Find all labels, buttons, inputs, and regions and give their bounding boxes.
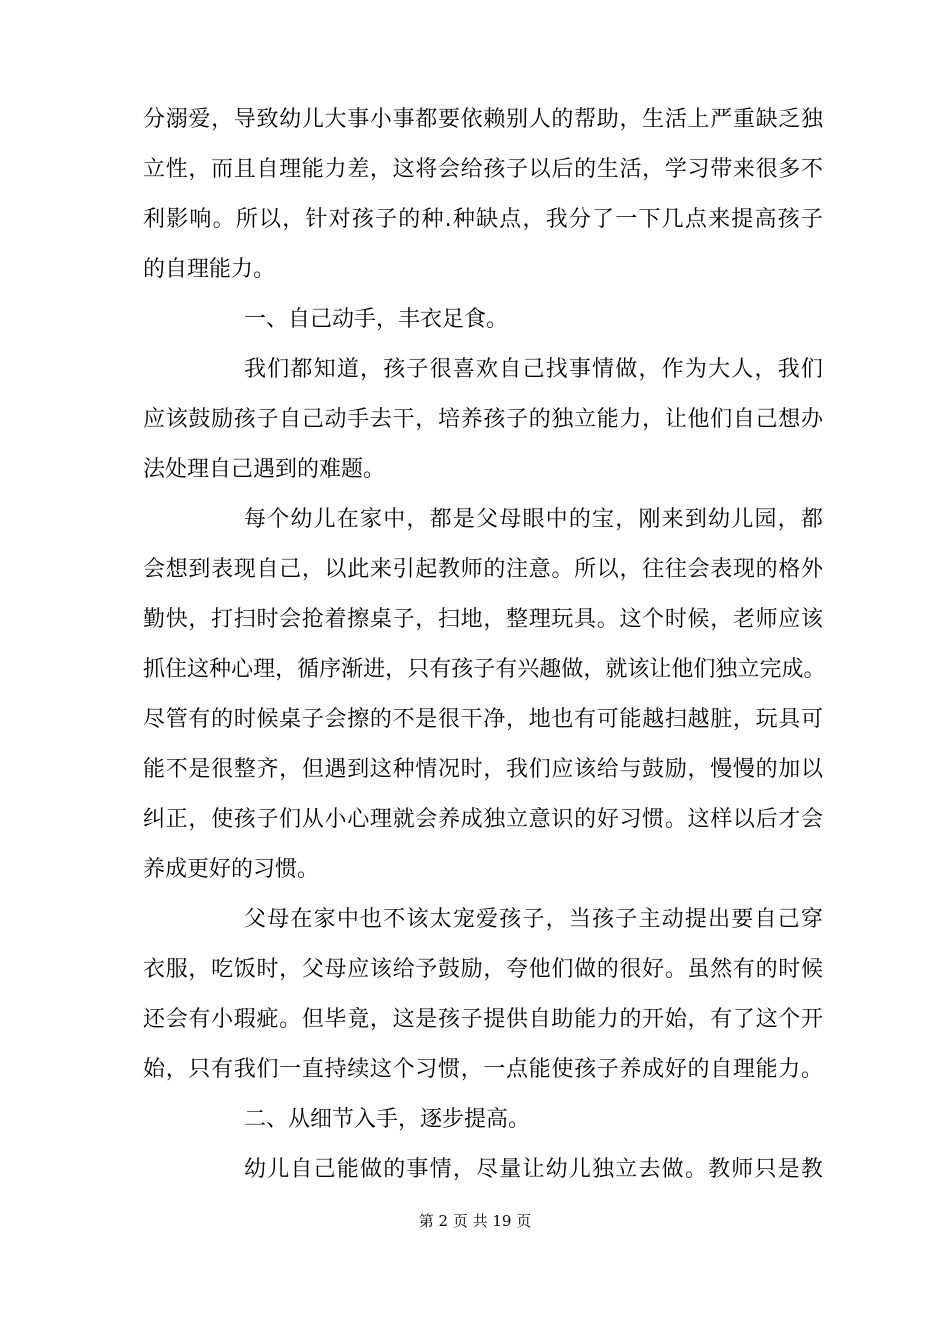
- text-line: 的自理能力。: [143, 257, 276, 282]
- text-line: 会 想 到 表 现 自 己 ， 以 此 来 引 起 教 师 的 注 意 。 所 以 ， 往 往 会 表 现 的 格 外: [143, 557, 823, 582]
- text-line: 纠 正 ， 使 孩 子 们 从 小 心 理 就 会 养 成 独 立 意 识 的 好 习 惯 。 这 样 以 后 才 会: [143, 807, 823, 832]
- page-footer: 第 2 页 共 19 页: [418, 1212, 532, 1230]
- text-line: 能 不 是 很 整 齐 ， 但 遇 到 这 种 情 况 时 ， 我 们 应 该 给 与 鼓 励 ， 慢 慢 的 加 以: [143, 757, 823, 782]
- text-line: 养成更好的习惯。: [143, 857, 320, 882]
- text-line: 衣 服 ， 吃 饭 时 ， 父 母 应 该 给 予 鼓 励 ， 夸 他 们 做 的 很 好 。 虽 然 有 的 时 候: [143, 957, 823, 982]
- text-line: 二、从细节入手，逐步提高。: [244, 1107, 531, 1132]
- text-line: 还 会 有 小 瑕 疵 。 但 毕 竟 ， 这 是 孩 子 提 供 自 助 能 力 的 开 始 ， 有 了 这 个 开: [143, 1007, 823, 1032]
- text-line: 每 个 幼 儿 在 家 中 ， 都 是 父 母 眼 中 的 宝 ， 刚 来 到 幼 儿 园 ， 都: [244, 507, 823, 532]
- text-line: 勤 快 ， 打 扫 时 会 抢 着 擦 桌 子 ， 扫 地 ， 整 理 玩 具 。 这 个 时 候 ， 老 师 应 该: [143, 607, 823, 632]
- text-line: 幼 儿 自 己 能 做 的 事 情 ， 尽 量 让 幼 儿 独 立 去 做 。 教 师 只 是 教: [244, 1157, 823, 1182]
- text-line: 立 性 ， 而 且 自 理 能 力 差 ， 这 将 会 给 孩 子 以 后 的 生 活 ， 学 习 带 来 很 多 不: [143, 157, 823, 182]
- text-line: 法处理自己遇到的难题。: [143, 457, 386, 482]
- text-line: 我 们 都 知 道 ， 孩 子 很 喜 欢 自 己 找 事 情 做 ， 作 为 大 人 ， 我 们: [244, 357, 823, 382]
- body-text: [143, 95, 826, 1195]
- text-line: 父 母 在 家 中 也 不 该 太 宠 爱 孩 子 ， 当 孩 子 主 动 提 出 要 自 己 穿: [244, 907, 823, 932]
- text-line: 一、自己动手，丰衣足食。: [244, 307, 509, 332]
- text-line: 应 该 鼓 励 孩 子 自 己 动 手 去 干 ， 培 养 孩 子 的 独 立 能 力 ， 让 他 们 自 己 想 办: [143, 407, 823, 432]
- text-line: 分 溺 爱 ， 导 致 幼 儿 大 事 小 事 都 要 依 赖 别 人 的 帮 助 ， 生 活 上 严 重 缺 乏 独: [143, 107, 823, 132]
- text-line: 抓 住 这 种 心 理 ， 循 序 渐 进 ， 只 有 孩 子 有 兴 趣 做 ， 就 该 让 他 们 独 立 完 成 。: [143, 657, 826, 682]
- text-line: 始 ， 只 有 我 们 一 直 持 续 这 个 习 惯 ， 一 点 能 使 孩 子 养 成 好 的 自 理 能 力 。: [143, 1057, 823, 1082]
- text-line: 利 影 响 。 所 以 ， 针 对 孩 子 的 种 . 种 缺 点 ， 我 分 了 一 下 几 点 来 提 高 孩 子: [143, 207, 823, 232]
- text-line: 尽 管 有 的 时 候 桌 子 会 擦 的 不 是 很 干 净 ， 地 也 有 可 能 越 扫 越 脏 ， 玩 具 可: [143, 707, 823, 732]
